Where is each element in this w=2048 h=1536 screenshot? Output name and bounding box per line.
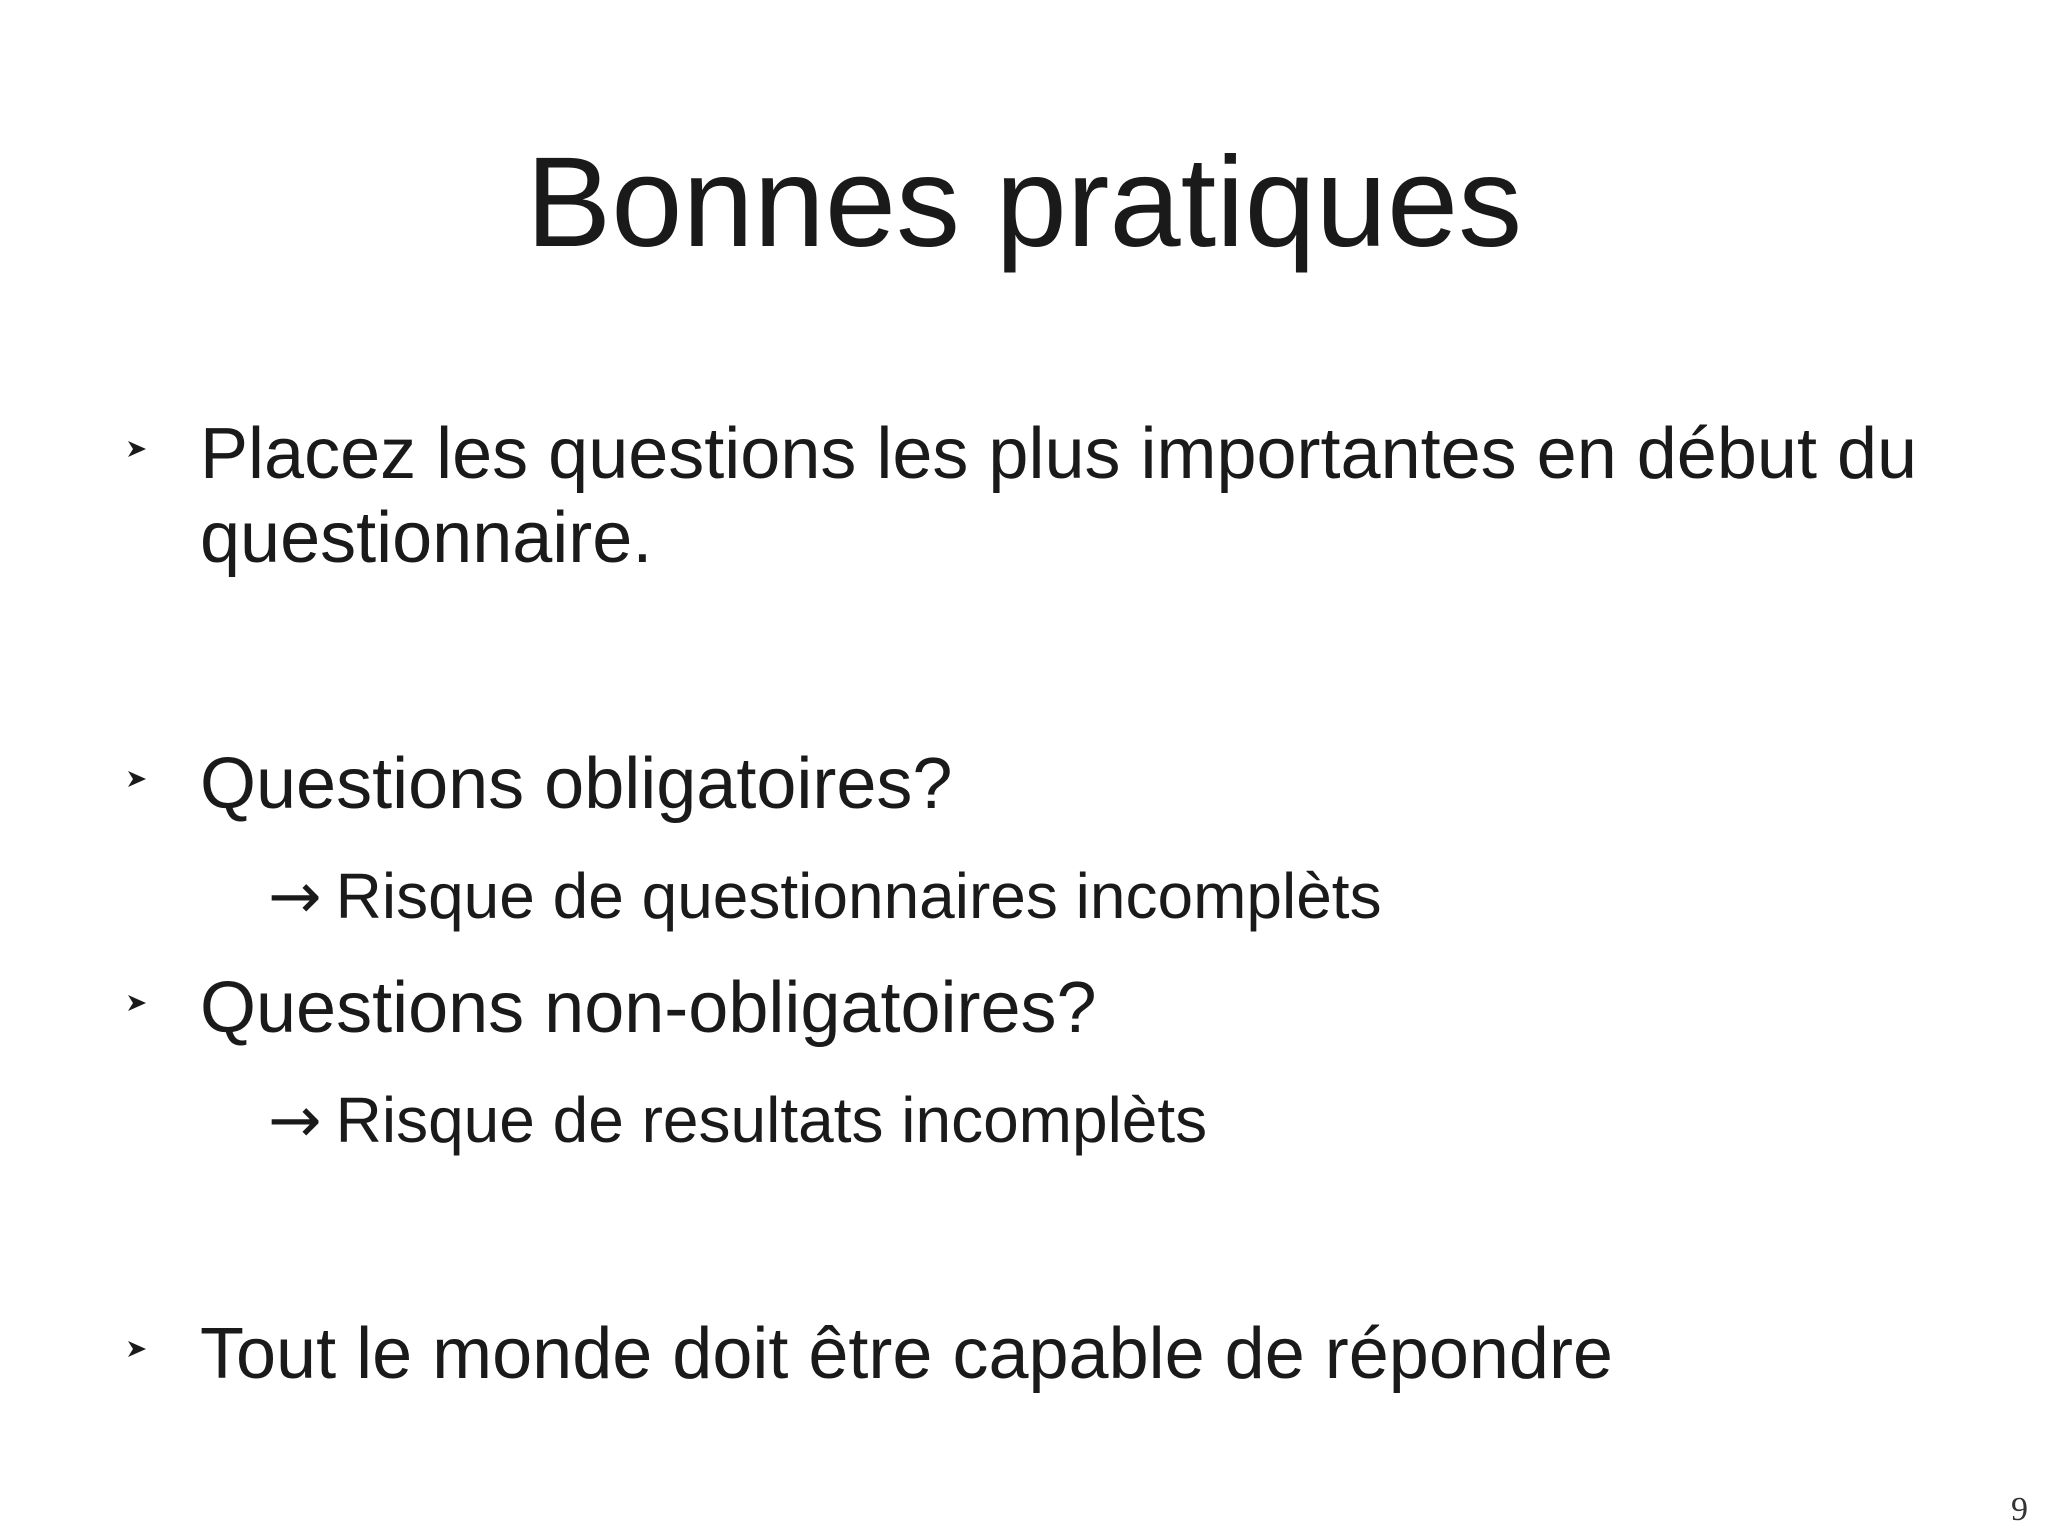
bullet-item	[200, 742, 2020, 826]
sub-bullet-item	[268, 1082, 1968, 1159]
bullet-text: Tout le monde doit être capable de répondre	[200, 1314, 1613, 1394]
bullet-text: Questions obligatoires?	[200, 744, 953, 824]
arrowhead-bullet-icon	[126, 438, 148, 460]
right-arrow-icon: →	[268, 1084, 322, 1158]
sub-bullet-item	[268, 858, 1968, 935]
bullet-text: Questions non-obligatoires?	[200, 968, 1097, 1048]
sub-bullet-text: Risque de resultats incomplèts	[335, 1084, 1208, 1156]
page-number: 9	[2011, 1491, 2028, 1528]
arrowhead-bullet-icon	[126, 768, 148, 790]
bullet-text: Placez les questions les plus importantes en début du questionnaire.	[200, 414, 1918, 578]
right-arrow-icon: →	[268, 860, 322, 934]
arrowhead-bullet-icon	[126, 1338, 148, 1360]
bullet-item	[200, 412, 2020, 580]
bullet-item	[200, 966, 2020, 1050]
arrowhead-bullet-icon	[126, 992, 148, 1014]
bullet-item	[200, 1312, 2020, 1396]
slide-title: Bonnes pratiques	[525, 131, 1523, 274]
sub-bullet-text: Risque de questionnaires incomplèts	[335, 860, 1382, 932]
